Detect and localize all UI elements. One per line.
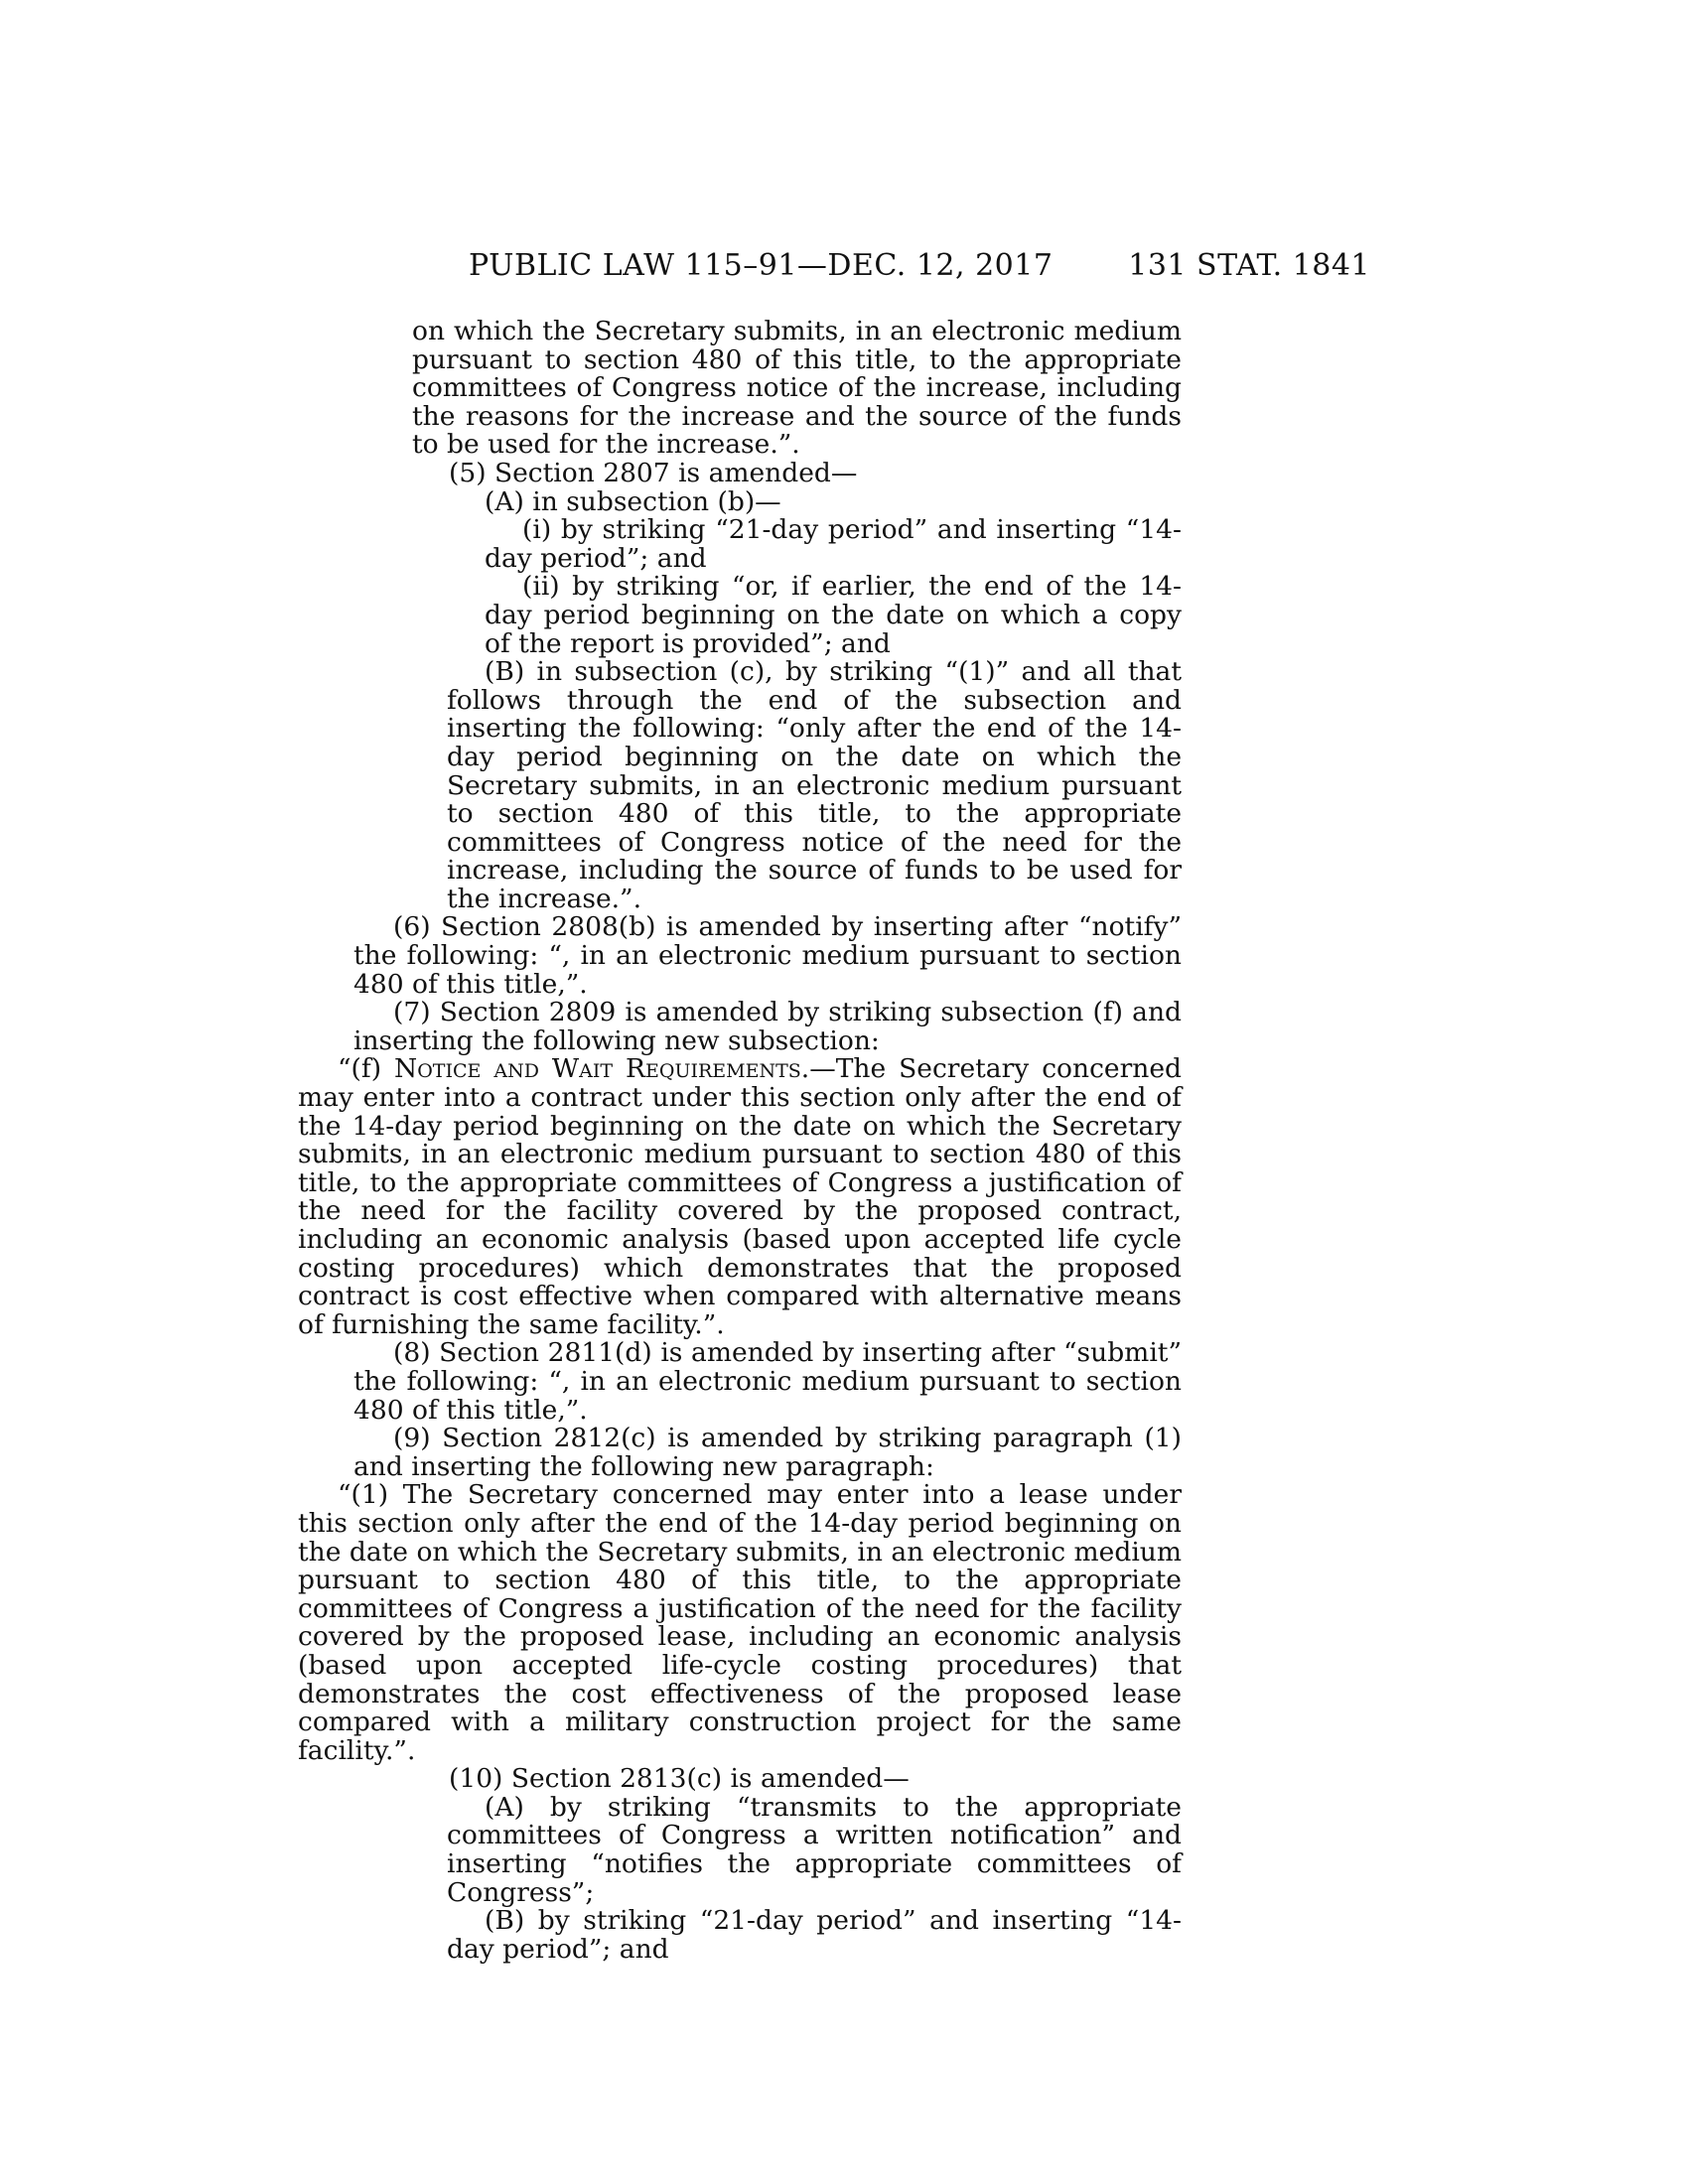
paragraph-6: (6) Section 2808(b) is amended by inserting after “notify” the following: “, in an electronic medium pursuant to section 480 of this title,”. [353,911,1182,1000]
paragraph-8: (8) Section 2811(d) is amended by inserting after “submit” the following: “, in an electronic medium pursuant to section 480 of this title,”. [353,1337,1182,1426]
page-header [298,248,1370,298]
clause-5Ai: (i) by striking “21-day period” and inserting “14-day period”; and [485,514,1182,574]
subparagraph-10A: (A) by striking “transmits to the appropriate committees of Congress a written notification” and inserting “notifies the appropriate committees of Congress”; [447,1791,1182,1908]
paragraph-10: (10) Section 2813(c) is amended— [449,1763,910,1795]
paragraph-continuation: on which the Secretary submits, in an electronic medium pursuant to section 480 of this title, to the appropriate committees of Congress notice of the increase, including the reasons for the increase and the source of the funds to be used for the increase.”. [412,316,1182,461]
running-head-title: PUBLIC LAW 115–91—DEC. 12, 2017 [469,248,1054,283]
subparagraph-5B: (B) in subsection (c), by striking “(1)” and all that follows through the end of the subsection and inserting the following: “only after the end of the 14-day period beginning on the date on which the Secretary submits, in an electronic medium pursuant to section 480 of this title, to the appropriate committees of Congress notice of the need for the increase, including the source of funds to be used for the increase.”. [447,656,1182,914]
paragraph-5: (5) Section 2807 is amended— [449,457,858,488]
subsection-f-heading: Notice and Wait Requirements [394,1053,801,1085]
page-body [298,318,1182,1964]
quoted-subsection-f [298,1055,1182,1339]
subparagraph-5A: (A) in subsection (b)— [485,485,781,517]
stat-page-number: 131 STAT. 1841 [1128,248,1370,283]
subsection-f-number: “(f) [338,1053,395,1085]
paragraph-7: (7) Section 2809 is amended by striking subsection (f) and inserting the following new subsection: [353,997,1182,1056]
quoted-paragraph-1: “(1) The Secretary concerned may enter into a lease under this section only after the end of the 14-day period beginning on the date on which the Secretary submits, in an electronic medium pursuant to section 480 of this title, to the appropriate committees of Congress a justification of the need for the facility covered by the proposed lease, including an economic analysis (based upon accepted life-cycle costing procedures) that demonstrates the cost effectiveness of the proposed lease compared with a military construction project for the same facility.”. [298,1479,1182,1766]
subsection-f-text: .—The Secretary concerned may enter into a contract under this section only after the end of the 14-day period beginning on the date on which the Secretary submits, in an electronic medium pursuant to section 480 of this title, to the appropriate committees of Congress a justification of the need for the facility covered by the proposed contract, including an economic analysis (based upon accepted life cycle costing procedures) which demonstrates that the proposed contract is cost effective when compared with alternative means of furnishing the same facility.”. [298,1053,1182,1340]
clause-5Aii: (ii) by striking “or, if earlier, the end of the 14-day period beginning on the date on which a copy of the report is provided”; and [485,571,1182,659]
paragraph-9: (9) Section 2812(c) is amended by striking paragraph (1) and inserting the following new paragraph: [353,1423,1182,1482]
subparagraph-10B: (B) by striking “21-day period” and inserting “14-day period”; and [447,1905,1182,1965]
